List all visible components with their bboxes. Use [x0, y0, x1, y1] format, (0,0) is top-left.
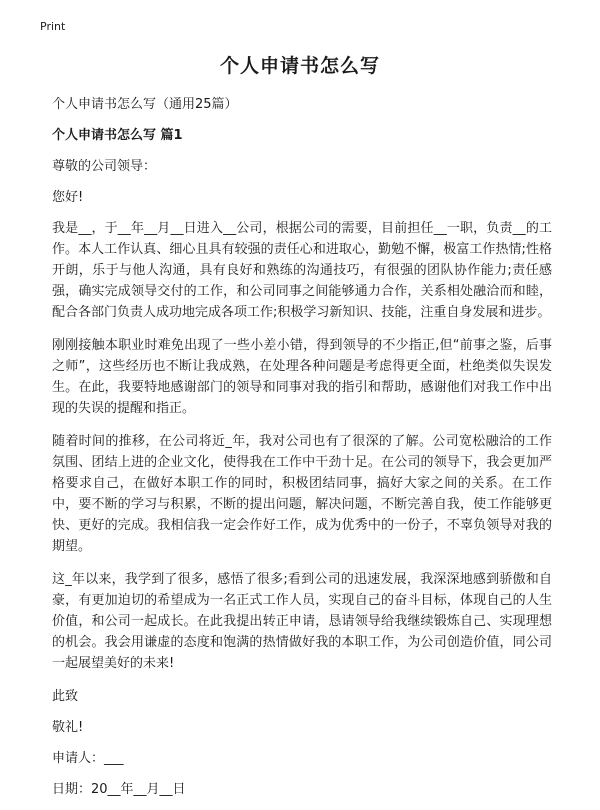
closing: 此致: [52, 689, 79, 704]
print-link[interactable]: Print: [40, 20, 66, 33]
document-subtitle: 个人申请书怎么写（通用25篇）: [52, 97, 238, 112]
body-paragraph-3: 随着时间的推移，在公司将近_年，我对公司也有了很深的了解。公司宽松融洽的工作氛围、团结上进的企业文化，使得我在工作中干劲十足。在公司的领导下，我会更加严格要求自己，在做好本职工作的同时，积极团结同事，搞好大家之间的关系。在工作中，要不断的学习与积累，不断的提出问题，解决问题，不断完善自我，使工作能够更快、更好的完成。我相信我一定会作好工作，成为优秀中的一份子，不辜负领导对我的期望。: [52, 434, 552, 554]
greeting: 您好!: [52, 190, 84, 205]
document-body: [52, 94, 552, 810]
regards: 敬礼!: [52, 720, 84, 735]
section-heading: 个人申请书怎么写 篇1: [52, 128, 183, 143]
body-paragraph-2: 刚刚接触本职业时难免出现了一些小差小错，得到领导的不少指正,但“前事之鉴，后事之师”，这些经历也不断让我成熟，在处理各种问题是考虑得更全面，杜绝类似失误发生。在此，我要特地感谢部门的领导和同事对我的指引和帮助，感谢他们对我工作中出现的失误的提醒和指正。: [52, 338, 552, 416]
applicant-line: 申请人：___: [52, 751, 124, 766]
body-paragraph-1: 我是__，于__年__月__日进入__公司，根据公司的需要，目前担任__一职，负责__的工作。本人工作认真、细心且具有较强的责任心和进取心，勤勉不懈，极富工作热情;性格开朗，乐于与他人沟通，具有良好和熟练的沟通技巧，有很强的团队协作能力;责任感强，确实完成领导交付的工作，和公司同事之间能够通力合作，关系相处融洽而和睦，配合各部门负责人成功地完成各项工作;积极学习新知识、技能，注重自身发展和进步。: [52, 221, 552, 320]
date-line: 日期：20__年__月__日: [52, 782, 186, 797]
document-title: 个人申请书怎么写: [219, 55, 380, 77]
salutation: 尊敬的公司领导：: [52, 159, 157, 174]
body-paragraph-4: 这_年以来，我学到了很多，感悟了很多;看到公司的迅速发展，我深深地感到骄傲和自豪，有更加迫切的希望成为一名正式工作人员，实现自己的奋斗目标，体现自己的人生价值，和公司一起成长。在此我提出转正申请，恳请领导给我继续锻炼自己、实现理想的机会。我会用谦虚的态度和饱满的热情做好我的本职工作，为公司创造价值，同公司一起展望美好的未来!: [52, 572, 552, 671]
